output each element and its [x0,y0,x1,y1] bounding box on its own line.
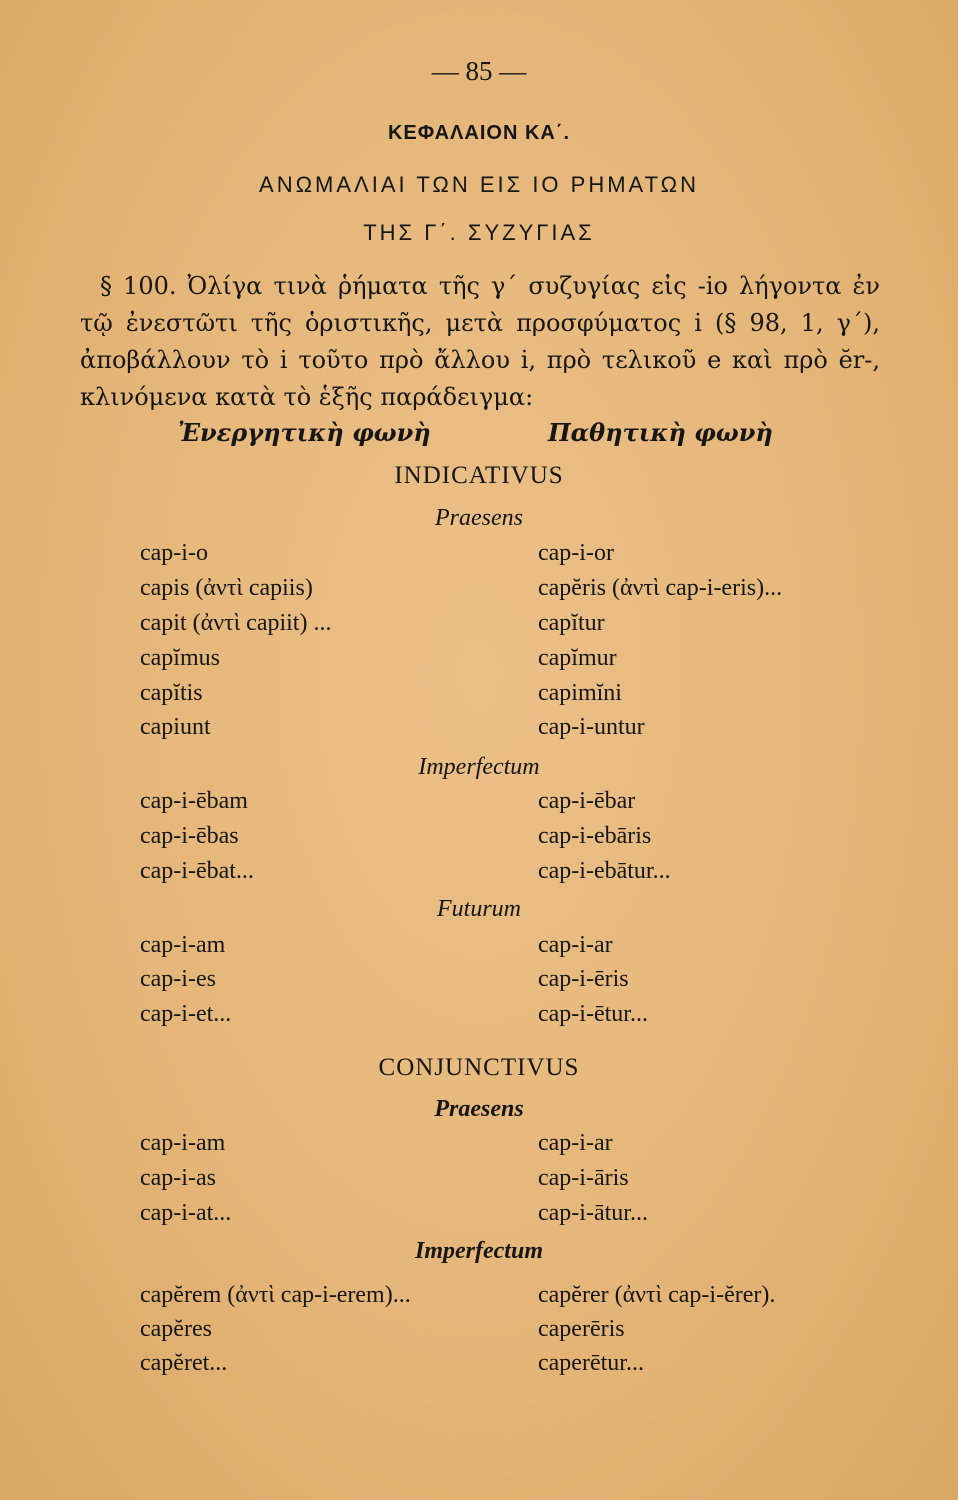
passive-form: cap-i-ēris [538,966,629,992]
active-form: cap-i-ēbas [140,823,239,849]
mood-heading-conjunctivus: CONJUNCTIVUS [378,1054,580,1081]
passive-form: cap-i-untur [538,714,645,740]
section-paragraph: § 100. Ὀλίγα τινὰ ῥήματα τῆς γ΄ συζυγίας εἰς -io λήγοντα ἐν τῷ ἐνεστῶτι τῆς ὁριστικῆς, μετὰ προσφύματος i (§ 98, 1, γ΄), ἀποβάλλουν τὸ i τοῦτο πρὸ ἄλλου i, πρὸ τελικοῦ e καὶ πρὸ ĕr-, κλινόμενα κατὰ τὸ ἑξῆς παράδειγμα: [80,272,880,411]
page-number: — 85 — [431,56,527,86]
mood-heading-indicativus: INDICATIVUS [394,462,564,489]
active-form: capit (ἀντὶ capiit) ... [140,610,332,636]
passive-voice-heading: Παθητικὴ φωνὴ [548,418,773,447]
active-form: cap-i-ēbam [140,788,248,814]
passive-form: cap-i-ar [538,932,613,958]
tense-heading-futurum: Futurum [437,896,521,922]
active-form: cap-i-am [140,1130,226,1156]
active-form: cap-i-ēbat... [140,858,254,884]
active-form: cap-i-et... [140,1001,232,1027]
passive-form: cap-i-ātur... [538,1200,648,1226]
active-form: capiunt [140,714,211,740]
passive-form: capĭmur [538,645,617,671]
passive-form: cap-i-ētur... [538,1001,648,1027]
active-form: cap-i-am [140,932,226,958]
passive-form: capimĭni [538,680,622,706]
passive-form: cap-i-or [538,540,614,566]
passive-form: cap-i-āris [538,1165,629,1191]
tense-heading-praesens: Praesens [435,505,523,531]
chapter-title-line-1: ΑΝΩΜΑΛΙΑΙ ΤΩΝ ΕΙΣ ΙΟ ΡΗΜΑΤΩΝ [259,172,699,197]
passive-form: caperēris [538,1316,625,1342]
passive-form: caperētur... [538,1350,644,1376]
passive-form: capĭtur [538,610,605,636]
active-form: cap-i-o [140,540,208,566]
passive-form: cap-i-ar [538,1130,613,1156]
chapter-title-line-2: ΤΗΣ Γ΄. ΣΥΖΥΓΙΑΣ [363,220,595,245]
passive-form: capĕris (ἀντὶ cap-i-eris)... [538,575,783,601]
tense-heading-imperfectum: Imperfectum [415,1238,543,1264]
passive-form: cap-i-ebātur... [538,858,671,884]
active-form: capis (ἀντὶ capiis) [140,575,313,601]
passive-form: capĕrer (ἀντὶ cap-i-ĕrer). [538,1282,776,1308]
active-form: capĕrem (ἀντὶ cap-i-erem)... [140,1282,411,1308]
active-form: capĭtis [140,680,203,706]
active-form: capĭmus [140,645,220,671]
active-form: cap-i-as [140,1165,216,1191]
active-voice-heading: Ἐνεργητικὴ φωνὴ [178,418,431,447]
active-form: capĕret... [140,1350,228,1376]
passive-form: cap-i-ebāris [538,823,652,849]
tense-heading-praesens: Praesens [434,1096,524,1122]
active-form: cap-i-at... [140,1200,232,1226]
active-form: cap-i-es [140,966,216,992]
tense-heading-imperfectum: Imperfectum [418,754,540,780]
passive-form: cap-i-ēbar [538,788,636,814]
chapter-heading: ΚΕΦΑΛΑΙΟΝ ΚΑ΄. [387,122,571,144]
active-form: capĕres [140,1316,212,1342]
